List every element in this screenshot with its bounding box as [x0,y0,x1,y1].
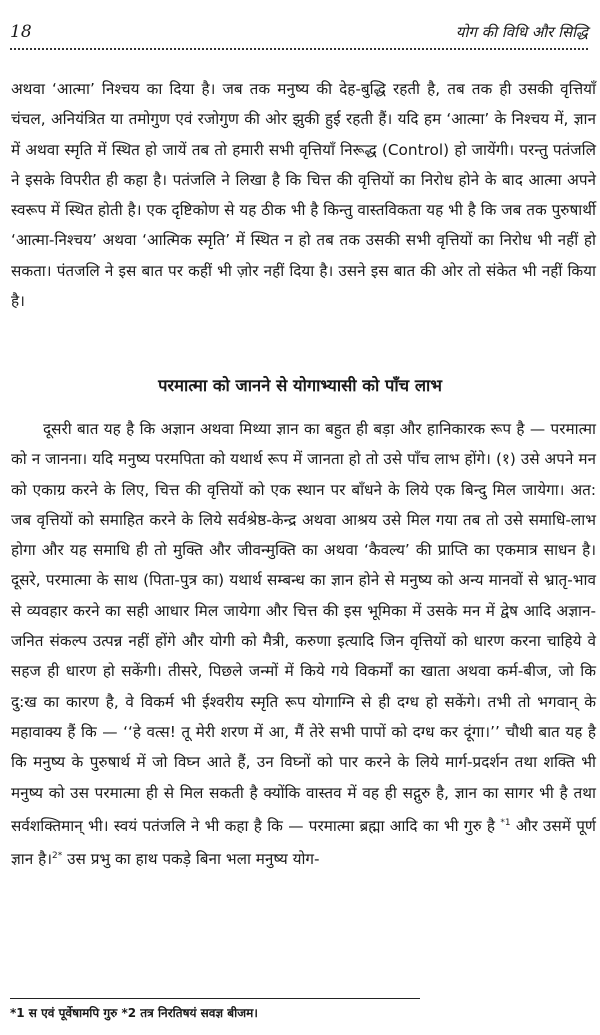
running-title: योग की विधि और सिद्धि [455,23,588,41]
page-number: 18 [10,22,32,42]
footnote-ref-1: *1 [500,817,511,828]
section-heading: परमात्मा को जानने से योगाभ्यासी को पाँच लाभ [158,376,442,395]
paragraph-2-text: दूसरी बात यह है कि अज्ञान अथवा मिथ्या ज्ञान का बहुत ही बड़ा और हानिकारक रूप है — परमात्मा को न जानना। यदि मनुष्य परमपिता को यथार्थ रूप में जानता हो तो उसे पाँच लाभ होंगे। (१) उसे अपने मन को एकाग्र करने के लिए, चित्त की वृत्तियों को एक स्थान पर बाँधने के लिये एक बिन्दु मिल जायेगा। अत: जब वृत्तियों को समाहित करने के लिये सर्वश्रेष्ठ-केन्द्र अथवा आश्रय उसे मिल गया तब तो उसे समाधि-लाभ होगा और यह समाधि ही तो मुक्ति और जीवन्मुक्ति का अथवा ‘कैवल्य’ की प्राप्ति का एकमात्र साधन है। दूसरे, परमात्मा के साथ (पिता-पुत्र का) यथार्थ सम्बन्ध का ज्ञान होने से मनुष्य को अन्य मानवों से भ्रातृ-भाव से व्यवहार करने का सही आधार मिल जायेगा और चित्त की इस भूमिका में उसके मन में द्वेष आदि अज्ञान-जनित संकल्प उत्पन्न नहीं होंगे और योगी को मैत्री, करुणा इत्यादि जिन वृत्तियों को धारण करना चाहिये वे सहज ही धारण हो सकेंगी। तीसरे, पिछले जन्मों में किये गये विकर्मों का खाता अथवा कर्म-बीज, जो कि दु:ख का कारण है, वे विकर्म भी ईश्वरीय स्मृति रूप योगाग्नि से ही दग्ध हो सकेंगे। तभी तो भगवान् के महावाक्य हैं कि — ‘‘हे वत्स! तू मेरी शरण में आ, मैं तेरे सभी पापों को दग्ध कर दूंगा।’’ चौथी बात यह है कि मनुष्य के पुरुषार्थ में जो विघ्न आते हैं, उन विघ्नों को पार करने के लिये मार्ग-प्रदर्शन तथा शक्ति भी मनुष्य को उस परमात्मा ही से मिल सकती है क्योंकि वास्तव में वह ही सद्गुरु है, ज्ञान का सागर भी है तथा सर्वशक्तिमान् भी। स्वयं पतंजलि ने भी कहा है कि — परमात्मा ब्रह्मा आदि का भी गुरु है [11,420,596,835]
footnote-ref-2: 2* [52,851,63,862]
paragraph-2-end: उस प्रभु का हाथ पकड़े बिना भला मनुष्य योग- [62,850,320,869]
page-header [10,22,588,50]
footnote: *1 स एवं पूर्वेषामपि गुरु *2 तत्र निरतिषयं सवज्ञ बीजम। [10,1006,258,1020]
paragraph-1: अथवा ‘आत्मा’ निश्चय का दिया है। जब तक मनुष्य की देह-बुद्धि रहती है, तब तक ही उसकी वृत्तियाँ चंचल, अनियंत्रित या तमोगुण एवं रजोगुण की ओर झुकी हुई रहती हैं। यदि हम ‘आत्मा’ के निश्चय में, ज्ञान में अथवा स्मृति में स्थित हो जायें तब तो हमारी सभी वृत्तियाँ निरूद्ध (Control) हो जायेंगी। परन्तु पतंजलि ने इसके विपरीत ही कहा है। पतंजलि ने लिखा है कि चित्त की वृत्तियों का निरोध होने के बाद आत्मा अपने स्वरूप में स्थित होती है। एक दृष्टिकोण से यह ठीक भी है किन्तु वास्तविकता यह भी है कि जब तक पुरुषार्थी ‘आत्मा-निश्चय’ अथवा ‘आत्मिक स्मृति’ में स्थित न हो तब तक उसकी सभी वृत्तियों का निरोध भी नहीं हो सकता। पंतजलि ने इस बात पर कहीं भी ज़ोर नहीं दिया है। उसने इस बात की ओर तो संकेत भी नहीं किया है। [11,80,596,311]
paragraph-2 [11,414,596,875]
paragraph-2-mid: और उसमें पूर्ण ज्ञान है। [11,816,596,869]
footnote-divider [10,998,420,999]
